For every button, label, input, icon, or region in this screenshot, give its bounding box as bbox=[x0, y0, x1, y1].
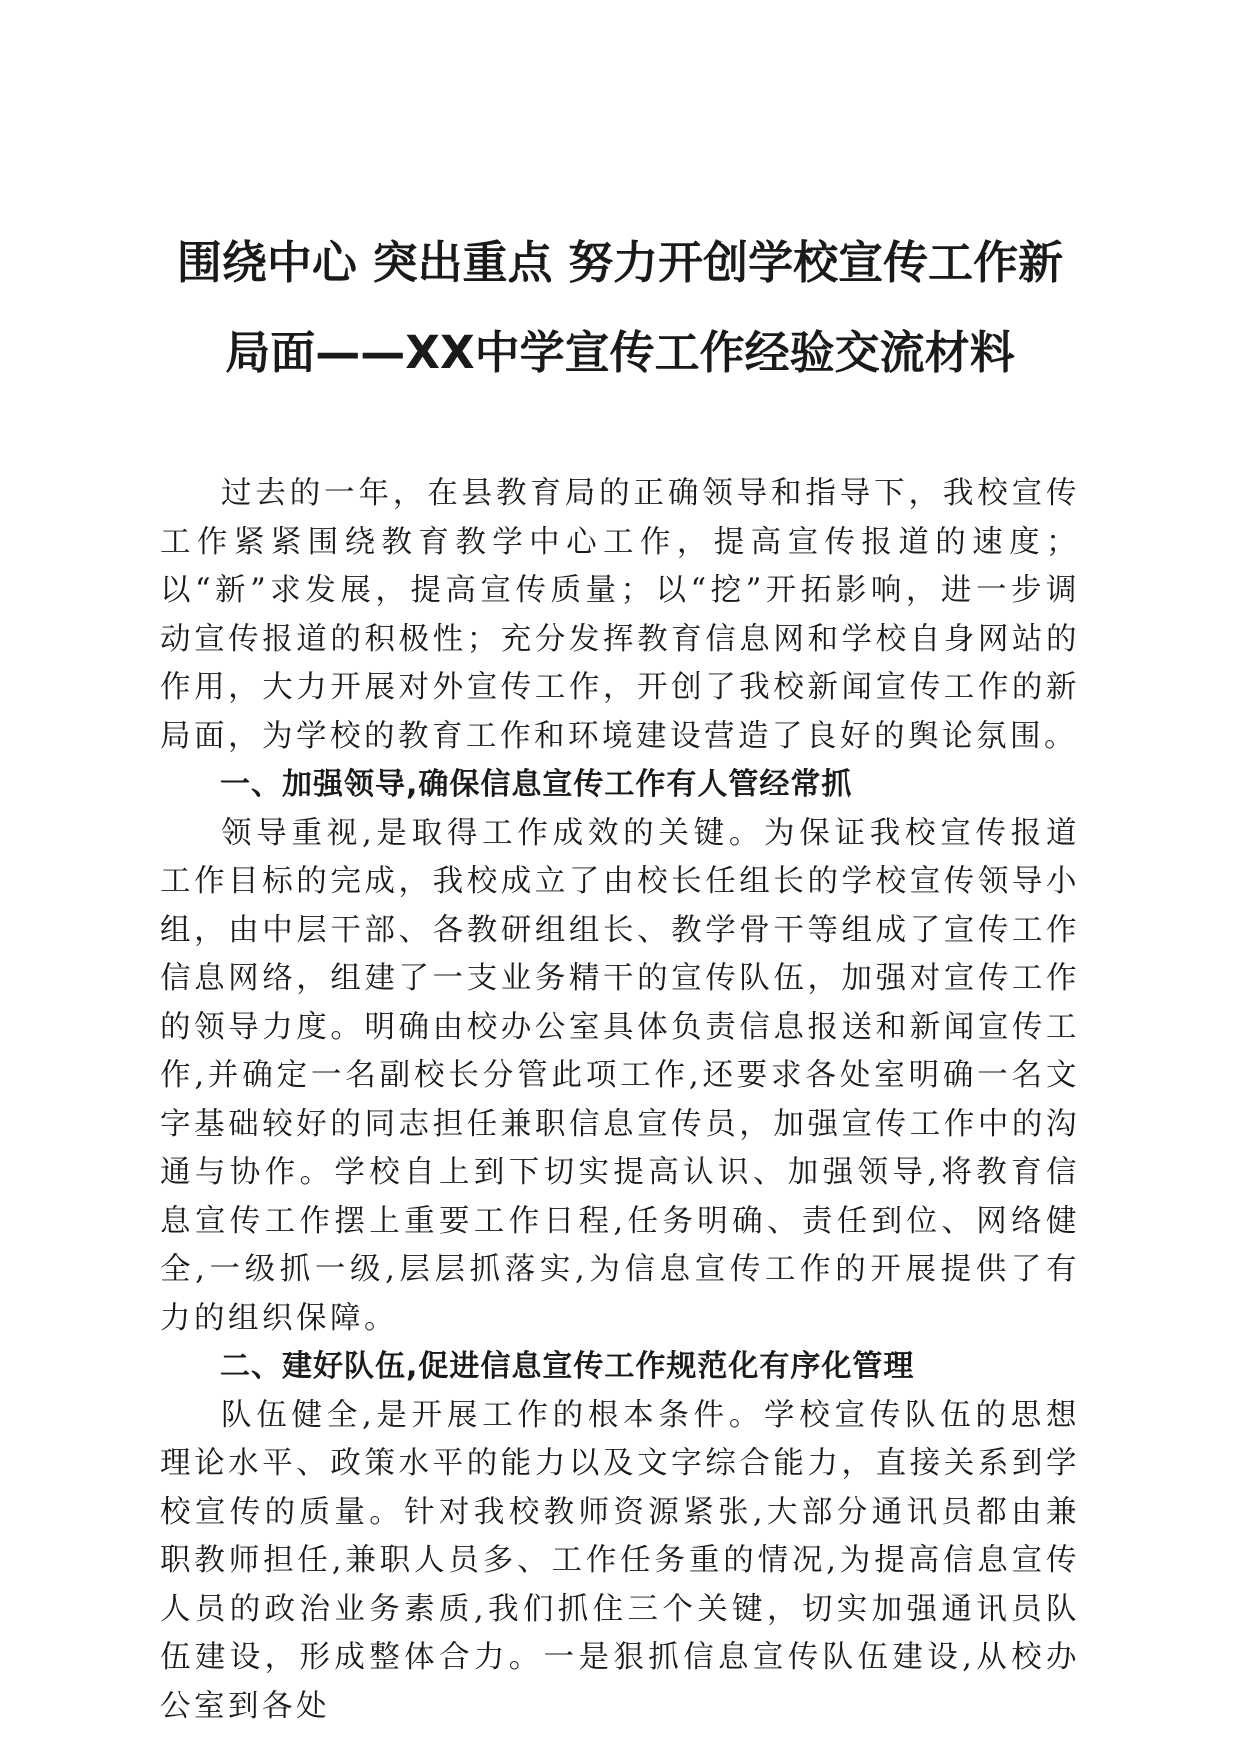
document-title bbox=[150, 218, 1090, 398]
document-body bbox=[160, 470, 1080, 1731]
section-2-heading: 二、建好队伍,促进信息宣传工作规范化有序化管理 bbox=[220, 1349, 915, 1384]
title-line-1: 围绕中心 突出重点 努力开创学校宣传工作新 bbox=[176, 236, 1064, 289]
section-2-paragraph: 队伍健全,是开展工作的根本条件。学校宣传队伍的思想理论水平、政策水平的能力以及文字综合能力，直接关系到学校宣传的质量。针对我校教师资源紧张,大部分通讯员都由兼职教师担任,兼职人员多、工作任务重的情况,为提高信息宣传人员的政治业务素质,我们抓住三个关键，切实加强通讯员队伍建设，形成整体合力。一是狠抓信息宣传队伍建设,从校办公室到各处 bbox=[160, 1397, 1080, 1724]
section-1-paragraph: 领导重视,是取得工作成效的关键。为保证我校宣传报道工作目标的完成，我校成立了由校长任组长的学校宣传领导小组，由中层干部、各教研组组长、教学骨干等组成了宣传工作信息网络，组建了一支业务精干的宣传队伍，加强对宣传工作的领导力度。明确由校办公室具体负责信息报送和新闻宣传工作,并确定一名副校长分管此项工作,还要求各处室明确一名文字基础较好的同志担任兼职信息宣传员，加强宣传工作中的沟通与协作。学校自上到下切实提高认识、加强领导,将教育信息宣传工作摆上重要工作日程,任务明确、责任到位、网络健全,一级抓一级,层层抓落实,为信息宣传工作的开展提供了有力的组织保障。 bbox=[160, 815, 1080, 1336]
intro-paragraph: 过去的一年，在县教育局的正确领导和指导下，我校宣传工作紧紧围绕教育教学中心工作，提高宣传报道的速度；以“新”求发展，提高宣传质量；以“挖”开拓影响，进一步调动宣传报道的积极性；充分发挥教育信息网和学校自身网站的作用，大力开展对外宣传工作，开创了我校新闻宣传工作的新局面，为学校的教育工作和环境建设营造了良好的舆论氛围。 bbox=[160, 476, 1080, 754]
title-line-2: 局面——XX中学宣传工作经验交流材料 bbox=[225, 326, 1015, 379]
section-1-heading: 一、加强领导,确保信息宣传工作有人管经常抓 bbox=[220, 767, 853, 802]
